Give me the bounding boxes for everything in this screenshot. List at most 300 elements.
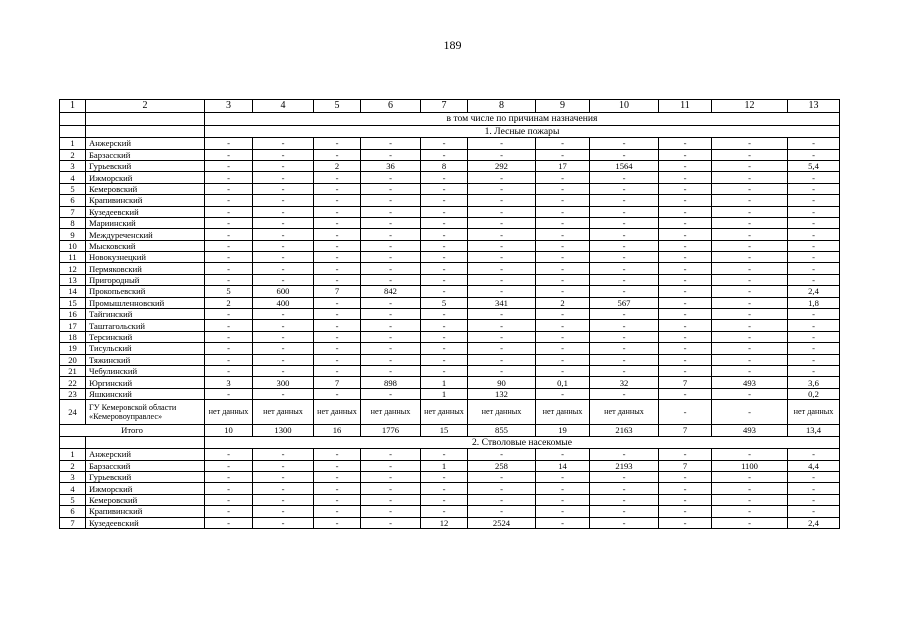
value-cell: -: [590, 149, 659, 160]
district-name-line: «Кемеровоуправлес»: [89, 412, 163, 422]
value-cell: 341: [468, 297, 536, 308]
value-cell: 1: [421, 460, 468, 471]
district-name: Мариинский: [86, 217, 205, 228]
total-value: 493: [712, 425, 788, 436]
value-cell: -: [361, 460, 421, 471]
value-cell: -: [788, 331, 840, 342]
value-cell: -: [361, 263, 421, 274]
value-cell: нет данных: [590, 400, 659, 425]
value-cell: -: [536, 309, 590, 320]
value-cell: -: [205, 460, 253, 471]
value-cell: -: [468, 195, 536, 206]
value-cell: -: [361, 366, 421, 377]
value-cell: -: [659, 274, 712, 285]
value-cell: -: [712, 506, 788, 517]
value-cell: -: [314, 309, 361, 320]
value-cell: -: [659, 366, 712, 377]
value-cell: 8: [421, 160, 468, 171]
value-cell: -: [314, 494, 361, 505]
value-cell: -: [253, 483, 314, 494]
value-cell: -: [314, 229, 361, 240]
value-cell: -: [712, 217, 788, 228]
value-cell: -: [205, 320, 253, 331]
value-cell: -: [361, 138, 421, 149]
row-number: 4: [60, 172, 86, 183]
value-cell: -: [253, 149, 314, 160]
value-cell: -: [536, 183, 590, 194]
value-cell: 2,4: [788, 286, 840, 297]
column-number: 9: [536, 100, 590, 113]
value-cell: -: [659, 331, 712, 342]
value-cell: -: [659, 494, 712, 505]
value-cell: -: [253, 331, 314, 342]
total-value: 16: [314, 425, 361, 436]
value-cell: 2: [314, 160, 361, 171]
district-name: Крапивинский: [86, 195, 205, 206]
value-cell: -: [205, 172, 253, 183]
table-row: [60, 460, 840, 471]
value-cell: -: [590, 449, 659, 460]
value-cell: 567: [590, 297, 659, 308]
value-cell: -: [536, 320, 590, 331]
value-cell: -: [712, 366, 788, 377]
value-cell: -: [536, 172, 590, 183]
value-cell: -: [536, 517, 590, 528]
value-cell: -: [659, 343, 712, 354]
value-cell: -: [253, 195, 314, 206]
value-cell: -: [468, 149, 536, 160]
district-name: Междуреченский: [86, 229, 205, 240]
district-name: Пермяковский: [86, 263, 205, 274]
value-cell: 1100: [712, 460, 788, 471]
table-row: [60, 274, 840, 285]
value-cell: -: [421, 343, 468, 354]
value-cell: 1564: [590, 160, 659, 171]
value-cell: -: [314, 471, 361, 482]
value-cell: 2524: [468, 517, 536, 528]
value-cell: -: [361, 149, 421, 160]
value-cell: -: [712, 343, 788, 354]
empty-cell: [60, 125, 86, 138]
column-number: 7: [421, 100, 468, 113]
district-name: Прокопьевский: [86, 286, 205, 297]
value-cell: -: [536, 195, 590, 206]
value-cell: -: [361, 343, 421, 354]
value-cell: -: [253, 320, 314, 331]
value-cell: -: [536, 206, 590, 217]
value-cell: -: [712, 309, 788, 320]
value-cell: -: [253, 354, 314, 365]
value-cell: 1: [421, 388, 468, 399]
value-cell: 2193: [590, 460, 659, 471]
table-row: [60, 377, 840, 388]
value-cell: -: [536, 331, 590, 342]
value-cell: -: [314, 217, 361, 228]
empty-cell: [86, 436, 205, 449]
value-cell: -: [788, 494, 840, 505]
value-cell: -: [253, 517, 314, 528]
value-cell: -: [590, 471, 659, 482]
value-cell: 258: [468, 460, 536, 471]
value-cell: -: [468, 506, 536, 517]
value-cell: -: [314, 506, 361, 517]
row-number: 18: [60, 331, 86, 342]
total-value: 855: [468, 425, 536, 436]
value-cell: нет данных: [536, 400, 590, 425]
value-cell: -: [421, 274, 468, 285]
value-cell: -: [253, 309, 314, 320]
value-cell: -: [536, 354, 590, 365]
row-number: 23: [60, 388, 86, 399]
value-cell: -: [659, 517, 712, 528]
row-number: 2: [60, 149, 86, 160]
value-cell: -: [361, 309, 421, 320]
value-cell: -: [659, 309, 712, 320]
table-row: [60, 449, 840, 460]
value-cell: -: [659, 449, 712, 460]
district-name: Гурьевский: [86, 471, 205, 482]
district-name: Кемеровский: [86, 494, 205, 505]
value-cell: -: [712, 206, 788, 217]
total-value: 2163: [590, 425, 659, 436]
value-cell: -: [253, 229, 314, 240]
table-row: [60, 252, 840, 263]
value-cell: -: [788, 138, 840, 149]
value-cell: -: [712, 252, 788, 263]
district-name: Тяжинский: [86, 354, 205, 365]
value-cell: -: [536, 506, 590, 517]
value-cell: -: [788, 229, 840, 240]
value-cell: 132: [468, 388, 536, 399]
value-cell: -: [788, 149, 840, 160]
value-cell: -: [536, 229, 590, 240]
value-cell: -: [361, 274, 421, 285]
value-cell: -: [468, 240, 536, 251]
value-cell: -: [590, 240, 659, 251]
column-number: 13: [788, 100, 840, 113]
value-cell: -: [536, 263, 590, 274]
district-name: Мысковский: [86, 240, 205, 251]
value-cell: -: [314, 366, 361, 377]
row-number: 4: [60, 483, 86, 494]
value-cell: -: [590, 320, 659, 331]
value-cell: нет данных: [253, 400, 314, 425]
value-cell: -: [253, 366, 314, 377]
value-cell: 842: [361, 286, 421, 297]
value-cell: -: [421, 229, 468, 240]
value-cell: -: [712, 388, 788, 399]
value-cell: -: [590, 343, 659, 354]
district-name: Кузедеевский: [86, 206, 205, 217]
value-cell: -: [421, 240, 468, 251]
row-number: 20: [60, 354, 86, 365]
value-cell: -: [314, 460, 361, 471]
empty-cell: [60, 113, 86, 126]
value-cell: -: [361, 320, 421, 331]
value-cell: -: [659, 400, 712, 425]
row-number: 5: [60, 494, 86, 505]
value-cell: 493: [712, 377, 788, 388]
value-cell: -: [253, 172, 314, 183]
district-name: Пригородный: [86, 274, 205, 285]
row-number: 15: [60, 297, 86, 308]
value-cell: -: [314, 517, 361, 528]
value-cell: -: [712, 320, 788, 331]
district-name: Ижморский: [86, 172, 205, 183]
district-name: Анжерский: [86, 449, 205, 460]
section-title: 1. Лесные пожары: [205, 125, 840, 138]
table-row: [60, 388, 840, 399]
value-cell: -: [361, 172, 421, 183]
value-cell: -: [421, 354, 468, 365]
value-cell: -: [421, 149, 468, 160]
value-cell: -: [712, 229, 788, 240]
value-cell: -: [314, 483, 361, 494]
table-row: [60, 229, 840, 240]
value-cell: -: [205, 160, 253, 171]
value-cell: -: [361, 229, 421, 240]
district-name: [86, 400, 205, 425]
value-cell: -: [712, 183, 788, 194]
table-row: [60, 183, 840, 194]
column-number: 11: [659, 100, 712, 113]
value-cell: -: [253, 138, 314, 149]
column-number: 5: [314, 100, 361, 113]
district-name: Тисульский: [86, 343, 205, 354]
value-cell: 3,6: [788, 377, 840, 388]
value-cell: 90: [468, 377, 536, 388]
value-cell: -: [712, 517, 788, 528]
column-number: 12: [712, 100, 788, 113]
value-cell: -: [590, 286, 659, 297]
value-cell: -: [659, 206, 712, 217]
value-cell: -: [314, 172, 361, 183]
table-row: [60, 366, 840, 377]
value-cell: -: [421, 320, 468, 331]
value-cell: -: [590, 388, 659, 399]
row-number: 9: [60, 229, 86, 240]
value-cell: 5: [205, 286, 253, 297]
value-cell: -: [536, 494, 590, 505]
table-row: [60, 195, 840, 206]
value-cell: -: [205, 206, 253, 217]
value-cell: -: [468, 229, 536, 240]
value-cell: нет данных: [788, 400, 840, 425]
district-name: Новокузнецкий: [86, 252, 205, 263]
row-number: 14: [60, 286, 86, 297]
table-row: [60, 263, 840, 274]
value-cell: -: [659, 195, 712, 206]
row-number: 10: [60, 240, 86, 251]
value-cell: -: [205, 517, 253, 528]
value-cell: -: [205, 309, 253, 320]
value-cell: -: [468, 494, 536, 505]
value-cell: -: [590, 138, 659, 149]
value-cell: -: [788, 183, 840, 194]
value-cell: нет данных: [205, 400, 253, 425]
value-cell: -: [712, 471, 788, 482]
row-number: 11: [60, 252, 86, 263]
value-cell: -: [788, 309, 840, 320]
value-cell: -: [421, 494, 468, 505]
district-name: Таштагольский: [86, 320, 205, 331]
value-cell: 0,2: [788, 388, 840, 399]
value-cell: -: [788, 263, 840, 274]
value-cell: -: [788, 274, 840, 285]
value-cell: 1: [421, 377, 468, 388]
district-name: Барзасский: [86, 460, 205, 471]
value-cell: -: [205, 494, 253, 505]
district-name: Яшкинский: [86, 388, 205, 399]
value-cell: 600: [253, 286, 314, 297]
value-cell: -: [788, 343, 840, 354]
value-cell: -: [659, 183, 712, 194]
table-row: [60, 494, 840, 505]
value-cell: -: [468, 309, 536, 320]
value-cell: -: [361, 252, 421, 263]
value-cell: 14: [536, 460, 590, 471]
value-cell: -: [253, 388, 314, 399]
table-row: [60, 400, 840, 425]
value-cell: -: [421, 172, 468, 183]
value-cell: 898: [361, 377, 421, 388]
value-cell: -: [536, 286, 590, 297]
value-cell: -: [590, 263, 659, 274]
value-cell: нет данных: [361, 400, 421, 425]
value-cell: -: [659, 138, 712, 149]
value-cell: -: [659, 160, 712, 171]
column-number: 2: [86, 100, 205, 113]
row-number: 16: [60, 309, 86, 320]
district-name: Кемеровский: [86, 183, 205, 194]
value-cell: -: [590, 483, 659, 494]
value-cell: 32: [590, 377, 659, 388]
value-cell: 2: [536, 297, 590, 308]
row-number: 17: [60, 320, 86, 331]
value-cell: -: [788, 483, 840, 494]
section-title-row: [60, 436, 840, 449]
value-cell: -: [659, 471, 712, 482]
value-cell: -: [468, 331, 536, 342]
value-cell: -: [205, 183, 253, 194]
table-row: [60, 517, 840, 528]
value-cell: -: [205, 217, 253, 228]
table-row: [60, 331, 840, 342]
value-cell: 7: [659, 460, 712, 471]
row-number: 5: [60, 183, 86, 194]
value-cell: -: [590, 183, 659, 194]
value-cell: -: [253, 252, 314, 263]
table-row: [60, 206, 840, 217]
value-cell: -: [788, 172, 840, 183]
table-row: [60, 343, 840, 354]
table-row: [60, 172, 840, 183]
value-cell: -: [788, 366, 840, 377]
value-cell: -: [788, 506, 840, 517]
value-cell: -: [205, 263, 253, 274]
value-cell: -: [314, 138, 361, 149]
value-cell: -: [421, 138, 468, 149]
column-number: 1: [60, 100, 86, 113]
row-number: 22: [60, 377, 86, 388]
forest-statistics-table: [59, 99, 840, 529]
value-cell: -: [361, 206, 421, 217]
table-row: [60, 149, 840, 160]
value-cell: -: [536, 343, 590, 354]
value-cell: -: [421, 471, 468, 482]
value-cell: -: [314, 195, 361, 206]
table-row: [60, 160, 840, 171]
row-number: 21: [60, 366, 86, 377]
column-number-row: [60, 100, 840, 113]
value-cell: -: [536, 138, 590, 149]
column-number: 3: [205, 100, 253, 113]
value-cell: -: [253, 494, 314, 505]
district-name: Юргинский: [86, 377, 205, 388]
value-cell: -: [468, 343, 536, 354]
district-name: Промышленновский: [86, 297, 205, 308]
table-row: [60, 320, 840, 331]
value-cell: -: [205, 354, 253, 365]
value-cell: -: [314, 274, 361, 285]
table-row: [60, 217, 840, 228]
value-cell: -: [421, 309, 468, 320]
table-row: [60, 354, 840, 365]
value-cell: 5,4: [788, 160, 840, 171]
value-cell: -: [712, 331, 788, 342]
value-cell: -: [659, 263, 712, 274]
value-cell: -: [659, 297, 712, 308]
value-cell: -: [361, 240, 421, 251]
district-name: Кузедеевский: [86, 517, 205, 528]
value-cell: 17: [536, 160, 590, 171]
value-cell: 7: [314, 286, 361, 297]
value-cell: -: [536, 471, 590, 482]
value-cell: -: [205, 331, 253, 342]
value-cell: -: [253, 240, 314, 251]
value-cell: -: [712, 494, 788, 505]
value-cell: -: [712, 286, 788, 297]
value-cell: -: [205, 471, 253, 482]
value-cell: -: [314, 149, 361, 160]
value-cell: -: [590, 506, 659, 517]
value-cell: -: [590, 309, 659, 320]
value-cell: -: [590, 331, 659, 342]
value-cell: -: [361, 217, 421, 228]
value-cell: -: [788, 195, 840, 206]
district-name: Гурьевский: [86, 160, 205, 171]
value-cell: -: [536, 274, 590, 285]
value-cell: -: [468, 274, 536, 285]
value-cell: 292: [468, 160, 536, 171]
value-cell: -: [712, 483, 788, 494]
row-number: 1: [60, 449, 86, 460]
value-cell: -: [590, 172, 659, 183]
value-cell: -: [421, 506, 468, 517]
value-cell: 3: [205, 377, 253, 388]
value-cell: -: [361, 183, 421, 194]
value-cell: -: [314, 320, 361, 331]
value-cell: 2,4: [788, 517, 840, 528]
value-cell: -: [253, 449, 314, 460]
empty-cell: [60, 436, 86, 449]
value-cell: -: [421, 217, 468, 228]
value-cell: -: [659, 217, 712, 228]
district-name: Терсинский: [86, 331, 205, 342]
value-cell: 7: [314, 377, 361, 388]
value-cell: -: [468, 172, 536, 183]
subheader-row: [60, 113, 840, 126]
